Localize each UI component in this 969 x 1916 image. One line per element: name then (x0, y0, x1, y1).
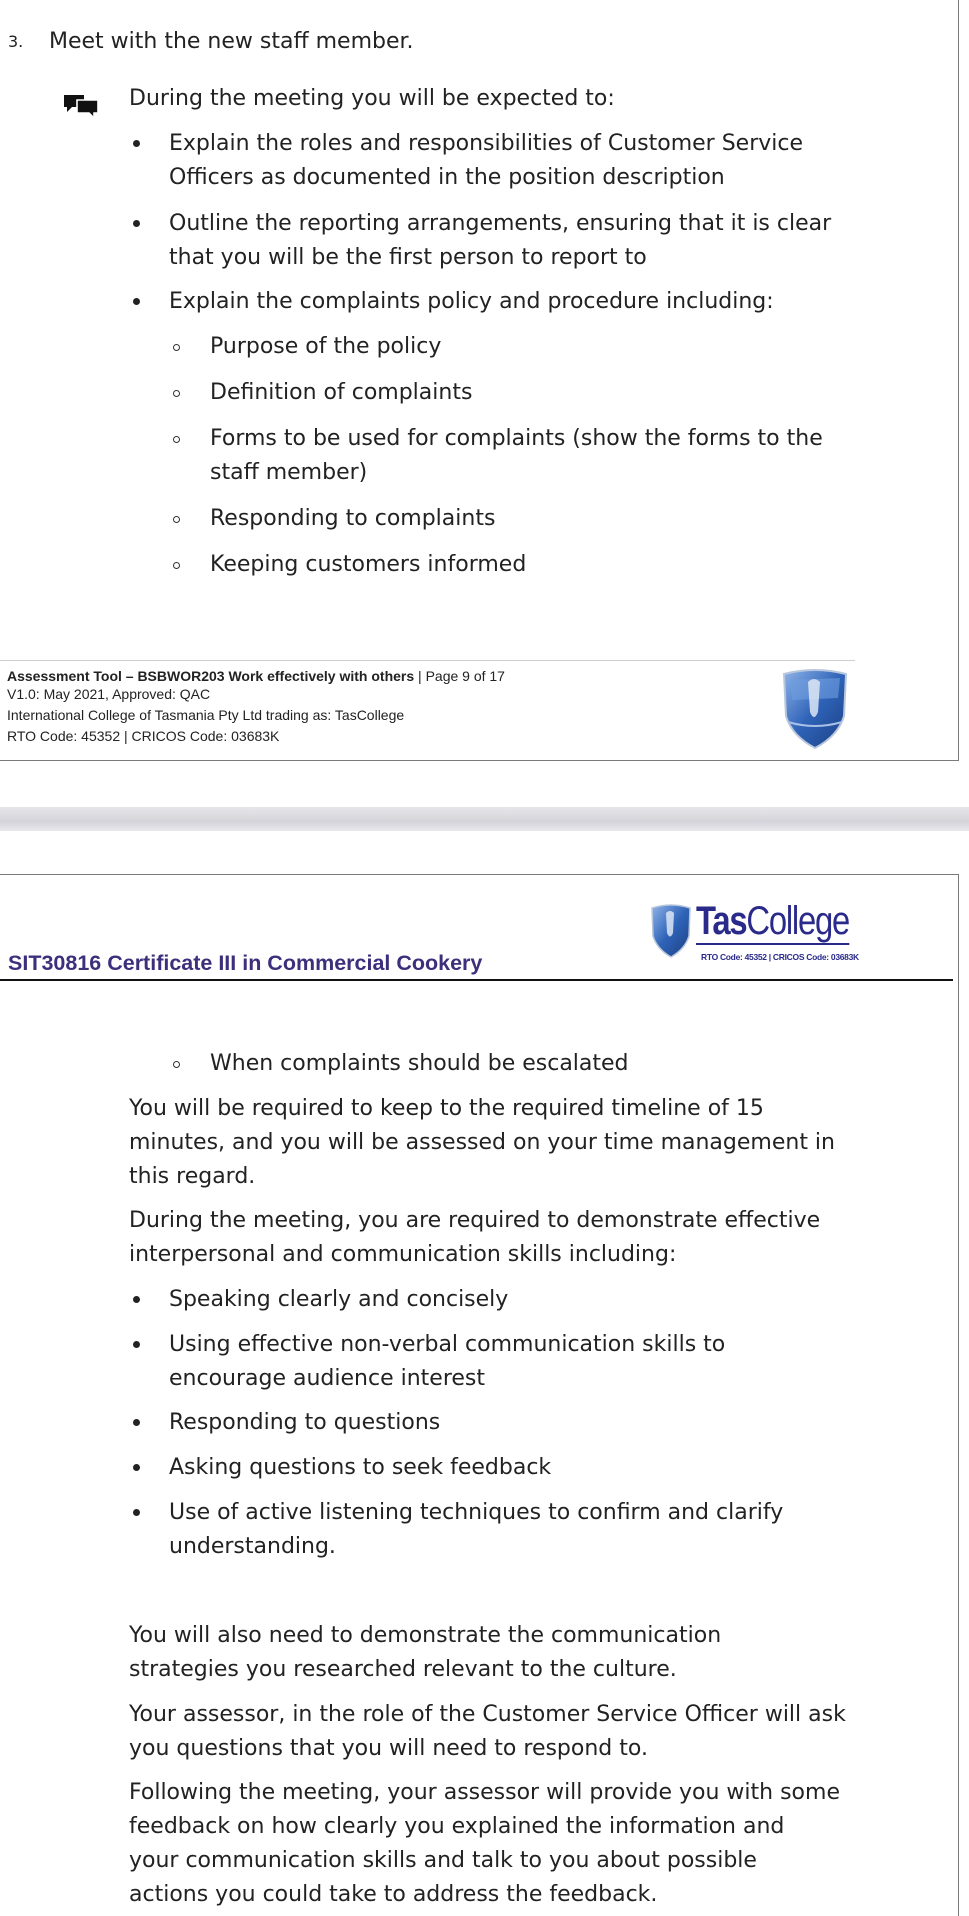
list-item-text: Responding to complaints (210, 506, 496, 531)
step-text: Meet with the new staff member. (49, 29, 414, 54)
paragraph-line: Following the meeting, your assessor will provide you with some (129, 1780, 840, 1805)
paragraph-line: Your assessor, in the role of the Customer Service Officer will ask (129, 1702, 846, 1727)
tascollege-shield-icon (778, 664, 852, 750)
document-page-10 (0, 874, 959, 1916)
list-item-text: Use of active listening techniques to confirm and clarify (169, 1500, 784, 1525)
list-item-text: staff member) (210, 460, 368, 485)
paragraph-line: You will be required to keep to the required timeline of 15 (129, 1096, 764, 1121)
paragraph-line: During the meeting, you are required to demonstrate effective (129, 1208, 821, 1233)
circle-bullet (173, 436, 180, 443)
list-item-text: Purpose of the policy (210, 334, 442, 359)
list-item-text: Forms to be used for complaints (show the forms to the (210, 426, 823, 451)
list-item-text: Responding to questions (169, 1410, 441, 1435)
course-title: SIT30816 Certificate III in Commercial Cookery (8, 951, 483, 975)
paragraph-line: actions you could take to address the feedback. (129, 1882, 658, 1907)
tascollege-logo (696, 899, 849, 945)
footer-org: International College of Tasmania Pty Ltd trading as: TasCollege (7, 707, 405, 723)
logo-rto-codes: RTO Code: 45352 | CRICOS Code: 03683K (701, 952, 859, 962)
list-item-text: Outline the reporting arrangements, ensuring that it is clear (169, 211, 832, 236)
paragraph-line: You will also need to demonstrate the communication (129, 1623, 722, 1648)
list-item-text: When complaints should be escalated (210, 1051, 629, 1076)
circle-bullet (173, 390, 180, 397)
list-item-text: Using effective non-verbal communication skills to (169, 1332, 726, 1357)
list-item-text: that you will be the first person to report to (169, 245, 647, 270)
paragraph-line: this regard. (129, 1164, 256, 1189)
bullet-dot (133, 1509, 140, 1516)
bullet-dot (133, 1296, 140, 1303)
header-divider (0, 979, 953, 981)
footer-tool-line (7, 668, 505, 685)
tascollege-shield-icon (648, 901, 694, 959)
bullet-dot (133, 140, 140, 147)
page-separator (0, 807, 969, 831)
paragraph-line: interpersonal and communication skills including: (129, 1242, 677, 1267)
meeting-intro: During the meeting you will be expected to: (129, 86, 615, 111)
footer-divider (0, 660, 855, 661)
footer-tool-title: Assessment Tool – BSBWOR203 Work effectively with others (7, 668, 415, 684)
circle-bullet (173, 516, 180, 523)
list-item-text: Explain the complaints policy and procedure including: (169, 289, 774, 314)
list-item-text: Speaking clearly and concisely (169, 1287, 509, 1312)
list-item-text: Asking questions to seek feedback (169, 1455, 552, 1480)
paragraph-line: your communication skills and talk to you about possible (129, 1848, 757, 1873)
circle-bullet (173, 344, 180, 351)
footer-page-number: | Page 9 of 17 (414, 668, 505, 684)
list-item-text: Keeping customers informed (210, 552, 527, 577)
footer-version: V1.0: May 2021, Approved: QAC (7, 686, 211, 702)
document-page-9 (0, 0, 959, 761)
circle-bullet (173, 1061, 180, 1068)
circle-bullet (173, 562, 180, 569)
speech-bubbles-icon (63, 92, 99, 118)
list-item-text: understanding. (169, 1534, 336, 1559)
list-item-text: Definition of complaints (210, 380, 473, 405)
list-item-text: encourage audience interest (169, 1366, 486, 1391)
bullet-dot (133, 1419, 140, 1426)
paragraph-line: strategies you researched relevant to the culture. (129, 1657, 677, 1682)
footer-codes: RTO Code: 45352 | CRICOS Code: 03683K (7, 728, 280, 744)
step-number: 3. (8, 32, 24, 51)
bullet-dot (133, 220, 140, 227)
bullet-dot (133, 1464, 140, 1471)
paragraph-line: feedback on how clearly you explained the information and (129, 1814, 785, 1839)
paragraph-line: you questions that you will need to respond to. (129, 1736, 648, 1761)
bullet-dot (133, 298, 140, 305)
logo-text-bold: Tas (696, 899, 747, 943)
bullet-dot (133, 1341, 140, 1348)
paragraph-line: minutes, and you will be assessed on your time management in (129, 1130, 835, 1155)
list-item-text: Explain the roles and responsibilities of Customer Service (169, 131, 804, 156)
logo-text-regular: College (746, 899, 850, 943)
page-gap (0, 761, 969, 874)
list-item-text: Officers as documented in the position description (169, 165, 725, 190)
